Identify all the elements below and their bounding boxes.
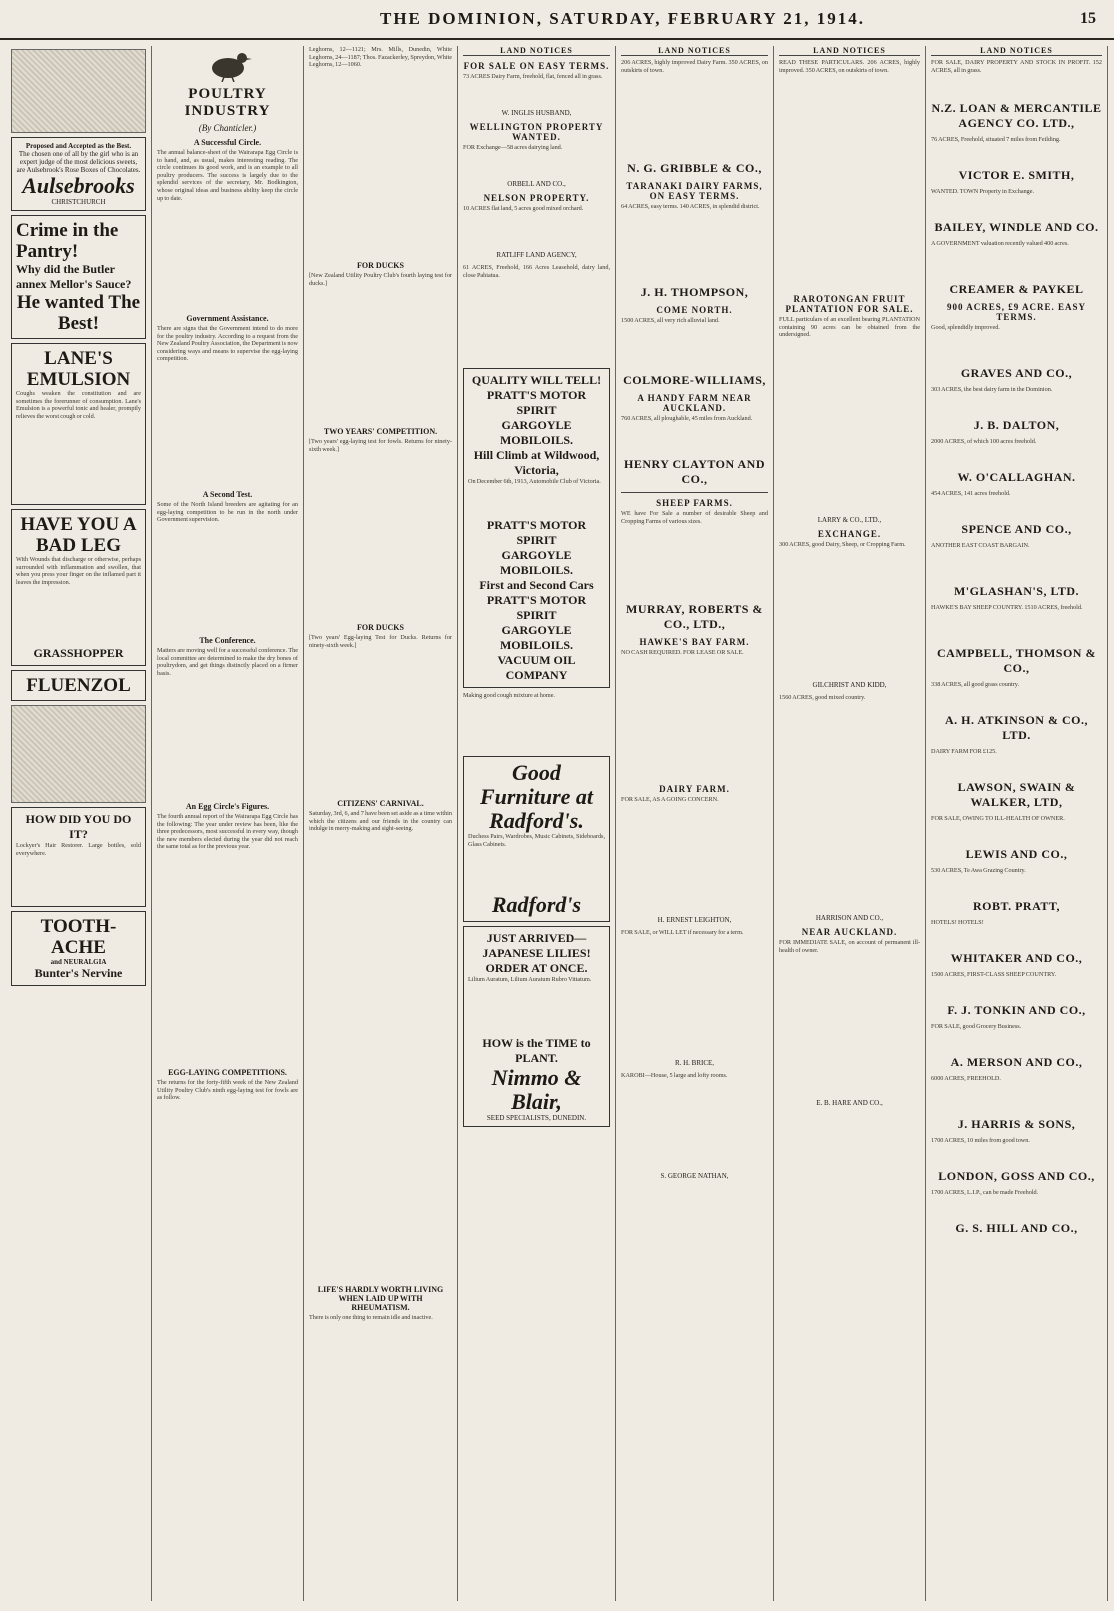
notice-heading: 900 ACRES, £9 ACRE. EASY TERMS. xyxy=(946,302,1087,322)
radfords-ad: Good Furniture at Radford's. Duchess Pairs, Wardrobes, Music Cabinets, Sideboards, Glass Cabinets. Radford's xyxy=(463,756,610,922)
ad-subhead: and NEURALGIA xyxy=(50,958,107,966)
ad-brand: Bunter's Nervine xyxy=(34,966,123,980)
couple-illustration xyxy=(11,49,146,133)
firm-name: WHITAKER AND CO., xyxy=(950,951,1083,965)
ad-headline: Good Furniture at Radford's. xyxy=(479,760,594,833)
ad-event: Hill Climb at Wildwood, Victoria, xyxy=(473,448,600,477)
firm-name: CAMPBELL, THOMSON & CO., xyxy=(937,646,1096,675)
ad-answer: He wanted The Best! xyxy=(16,292,141,334)
notice-heading: FOR SALE ON EASY TERMS. xyxy=(463,61,610,71)
column-land-notices-4: LAND NOTICES FOR SALE, DAIRY PROPERTY AND STOCK IN PROFIT. 152 ACRES, all in grass. N.Z. LOAN & MERCANTILE AGENCY CO. LTD., 76 ACRES, Freehold, situated 7 miles from Feilding. VICTOR E. SMITH, WANTED. TOWN Property in Exchange. BAILEY, WINDLE AND CO. A GOVERNMENT valuation recently valued 400 acres. CREAMER & PAYKEL 900 ACRES, £9 ACRE. EASY TERMS. Good, splendidly improved. GRAVES AND CO., 303 ACRES, the best dairy farm in the Dominion. J. B. DALTON, 2000 ACRES, of which 100 acres freehold. W. O'CALLAGHAN. 454 ACRES, 141 acres freehold. SPENCE AND CO., ANOTHER EAST COAST BARGAIN. M'GLASHAN'S, LTD. HAWKE'S BAY SHEEP COUNTRY. 1510 ACRES, freehold. CAMPBELL, THOMSON & CO., 338 ACRES, all good grass country. A. H. ATKINSON & CO., LTD. DAIRY FARM FOR £125. LAWSON, SWAIN & WALKER, LTD, FOR SALE, OWING TO ILL-HEALTH OF OWNER. LEWIS AND CO., 530 ACRES, Te Awa Grazing Country. ROBT. PRATT, HOTELS! HOTELS! WHITAKER AND CO., 1500 ACRES, FIRST-CLASS SHEEP COUNTRY. F. J. TONKIN AND CO., FOR SALE, good Grocery Business. A. MERSON AND CO., 6000 ACRES, FREEHOLD. J. HARRIS & SONS, 1700 ACRES, 10 miles from good town. LONDON, GOSS AND CO., 1700 ACRES, L.I.P., can be made Freehold. G. S. HILL AND CO., xyxy=(926,46,1108,1601)
subhead: A Successful Circle. xyxy=(193,138,262,147)
nimmo-blair-ad: JUST ARRIVED— JAPANESE LILIES! ORDER AT ONCE. Lilium Auratum, Lilium Auratum Rubro Vittatum. HOW is the TIME to PLANT. Nimmo & Blair, SEED SPECIALISTS, DUNEDIN. xyxy=(463,926,610,1127)
subhead: An Egg Circle's Figures. xyxy=(185,802,270,811)
notice-heading: DAIRY FARM. xyxy=(659,784,730,794)
notice-heading: HAWKE'S BAY FARM. xyxy=(639,637,750,647)
hen-icon xyxy=(198,46,258,82)
firm-name: GRAVES AND CO., xyxy=(960,366,1073,380)
subhead: A Second Test. xyxy=(202,490,253,499)
ad-brand: FLUENZOL xyxy=(26,675,131,696)
ad-product: PRATT'S MOTOR SPIRIT xyxy=(486,388,587,417)
nervine-ad xyxy=(11,911,146,986)
notice-heading: A HANDY FARM NEAR AUCKLAND. xyxy=(637,393,752,413)
firm-name: S. GEORGE NATHAN, xyxy=(660,1172,729,1180)
ad-headline: JUST ARRIVED— JAPANESE LILIES! xyxy=(482,931,591,960)
notice-heading: RAROTONGAN FRUIT PLANTATION FOR SALE. xyxy=(785,294,914,314)
ad-product: GARGOYLE MOBILOILS. xyxy=(499,548,574,577)
firm-name: W. INGLIS HUSBAND, xyxy=(501,109,572,117)
ad-brand: Radford's xyxy=(491,892,582,917)
ad-headline: QUALITY WILL TELL! xyxy=(471,373,602,387)
fluenzol-ad xyxy=(11,670,146,701)
column-header: LAND NOTICES xyxy=(931,46,1102,56)
firm-name: HENRY CLAYTON AND CO., xyxy=(624,457,765,486)
ad-product: GARGOYLE MOBILOILS. xyxy=(499,623,574,652)
subhead: Government Assistance. xyxy=(186,314,269,323)
ad-subhead: ORDER AT ONCE. xyxy=(485,961,588,975)
ad-question: Why did the Butler annex Mellor's Sauce? xyxy=(16,262,132,291)
page-number: 15 xyxy=(1080,10,1096,27)
lanes-emulsion-ad: LANE'S EMULSION Coughs weaken the constitution and are sometimes the forerunner of consumption. Lane's Emulsion is a powerful tonic and healer, promptly relieves the worst cough or cold. xyxy=(11,343,146,505)
column-poultry-industry: POULTRY INDUSTRY (By Chanticler.) A Successful Circle. The annual balance-sheet of the Wairarapa Egg Circle is to hand, and, as usual, makes interesting reading. The circle continues its good work, and is an example to all poultry producers. The success is largely due to the splendid services of the secretary, Mr. Bodkington, whose original ideas and business ability keep the circle up to date. Government Assistance. There are signs that the Government intend to do more for the poultry industry. According to a request from the New Zealand Poultry Association, the Department is now considering ways and means to supervise the egg-laying competition. A Second Test. Some of the North Island breeders are agitating for an egg-laying competition to be run in the north under Government supervision. The Conference. Matters are moving well for a successful conference. The local committee are determined to make the dry bones of poultrydom, and get things distinctly placed on a firmer basis. An Egg Circle's Figures. The fourth annual report of the Wairarapa Egg Circle has the following: The year under review has been, like the three predecessors, most successful in every way, though the new members elected during the year did not reach the same total as for the previous year. EGG-LAYING COMPETITIONS. The returns for the forty-fifth week of the New Zealand Utility Poultry Club's ninth egg-laying test for fowls are as follow. xyxy=(152,46,304,1601)
firm-name: W. O'CALLAGHAN. xyxy=(957,470,1076,484)
ad-headline: Crime in the Pantry! xyxy=(16,220,119,262)
section-title: POULTRY INDUSTRY xyxy=(184,86,271,119)
notice-heading: NEAR AUCKLAND. xyxy=(801,927,898,937)
ad-product: PRATT'S MOTOR SPIRIT xyxy=(486,593,587,622)
firm-name: ORBELL AND CO., xyxy=(507,180,566,188)
firm-name: CREAMER & PAYKEL xyxy=(949,282,1084,296)
firm-name: A. H. ATKINSON & CO., LTD. xyxy=(945,713,1088,742)
ad-headline: LANE'S EMULSION xyxy=(26,348,131,390)
firm-name: J. B. DALTON, xyxy=(973,418,1060,432)
firm-name: SPENCE AND CO., xyxy=(961,522,1072,536)
ad-headline: TOOTH-ACHE xyxy=(40,916,117,958)
ad-event: First and Second Cars xyxy=(479,578,594,592)
firm-name: R. H. BRICE, xyxy=(674,1059,715,1067)
subhead: The Conference. xyxy=(199,636,256,645)
column-land-notices-1: LAND NOTICES FOR SALE ON EASY TERMS. 73 ACRES Dairy Farm, freehold, flat, fenced all in grass. W. INGLIS HUSBAND, WELLINGTON PROPERTY WANTED. FOR Exchange—58 acres dairying land. ORBELL AND CO., NELSON PROPERTY. 10 ACRES flat land, 5 acres good mixed orchard. RATLIFF LAND AGENCY, 61 ACRES, Freehold, 166 Acres Leasehold, dairy land, close Pahiatua. QUALITY WILL TELL! PRATT'S MOTOR SPIRIT GARGOYLE MOBILOILS. Hill Climb at Wildwood, Victoria, On December 6th, 1913, Automobile Club of Victoria. PRATT'S MOTOR SPIRIT GARGOYLE MOBILOILS. First and Second Cars PRATT'S MOTOR SPIRIT GARGOYLE MOBILOILS. VACUUM OIL COMPANY Making good cough mixture at home. Good Furniture at Radford's. Duchess Pairs, Wardrobes, Music Cabinets, Sideboards, Glass Cabinets. Radford's JUST ARRIVED— JAPANESE LILIES! ORDER AT ONCE. Lilium Auratum, Lilium Auratum Rubro Vittatum. HOW is the TIME to PLANT. Nimmo & Blair, SEED SPECIALISTS, DUNEDIN. xyxy=(458,46,616,1601)
aulsebrook-ad xyxy=(11,137,146,211)
ad-body: The chosen one of all by the girl who is an expert judge of the most delicious sweets, are Aulsebrook's Rose Boxes of Chocolates. xyxy=(16,150,141,174)
column-header: LAND NOTICES xyxy=(621,46,768,56)
firm-name: N.Z. LOAN & MERCANTILE AGENCY CO. LTD., xyxy=(931,101,1102,130)
ad-brand: GRASSHOPPER xyxy=(33,646,124,660)
ad-company: VACUUM OIL COMPANY xyxy=(497,653,576,682)
firm-name: E. B. HARE AND CO., xyxy=(816,1099,883,1107)
firm-name: M'GLASHAN'S, LTD. xyxy=(953,584,1080,598)
byline: (By Chanticler.) xyxy=(198,123,257,133)
subhead: CITIZENS' CARNIVAL. xyxy=(337,799,424,808)
paper-title: THE DOMINION, SATURDAY, FEBRUARY 21, 1914. xyxy=(380,9,865,28)
subhead: EGG-LAYING COMPETITIONS. xyxy=(168,1068,287,1077)
ad-product: GARGOYLE MOBILOILS. xyxy=(499,418,574,447)
notice-heading: SHEEP FARMS. xyxy=(656,498,733,508)
firm-name: H. ERNEST LEIGHTON, xyxy=(657,916,732,924)
firm-name: LONDON, GOSS AND CO., xyxy=(938,1169,1095,1183)
ad-brand: Aulsebrooks xyxy=(22,173,135,198)
ad-subhead: HOW is the TIME to PLANT. xyxy=(482,1036,591,1065)
subhead: TWO YEARS' COMPETITION. xyxy=(323,427,438,436)
ad-headline: HOW DID YOU DO IT? xyxy=(25,812,132,841)
column-land-notices-3: LAND NOTICES READ THESE PARTICULARS. 206 ACRES, highly improved. 350 ACRES, on outskirts of town. RAROTONGAN FRUIT PLANTATION FOR SALE. FULL particulars of an excellent bearing PLANTATION containing 90 acres can be obtained from the undersigned. LARRY & CO., LTD., EXCHANGE. 300 ACRES, good Dairy, Sheep, or Cropping Farm. GILCHRIST AND KIDD, 1560 ACRES, good mixed country. HARRISON AND CO., NEAR AUCKLAND. FOR IMMEDIATE SALE, on account of permanent ill-health of owner. E. B. HARE AND CO., xyxy=(774,46,926,1601)
subhead: FOR DUCKS xyxy=(357,623,404,632)
grasshopper-ad: HAVE YOU A BAD LEG With Wounds that discharge or otherwise, perhaps surrounded with inflammation and swollen, that when you press your finger on the inflamed part it leaves the impression. GRASSHOPPER xyxy=(11,509,146,666)
ad-product: PRATT'S MOTOR SPIRIT xyxy=(486,518,587,547)
ointment-illustration xyxy=(11,705,146,803)
firm-name: VICTOR E. SMITH, xyxy=(958,168,1075,182)
ad-brand: Nimmo & Blair, xyxy=(491,1065,582,1114)
firm-name: J. H. THOMPSON, xyxy=(640,285,749,299)
firm-name: HARRISON AND CO., xyxy=(815,914,884,922)
notice-heading: TARANAKI DAIRY FARMS, ON EASY TERMS. xyxy=(626,181,763,201)
column-advertisements xyxy=(6,46,152,1601)
notice-heading: COME NORTH. xyxy=(656,305,733,315)
subhead: LIFE'S HARDLY WORTH LIVING WHEN LAID UP WITH RHEUMATISM. xyxy=(317,1285,444,1312)
column-header: LAND NOTICES xyxy=(779,46,920,56)
firm-name: LEWIS AND CO., xyxy=(965,847,1068,861)
firm-name: J. HARRIS & SONS, xyxy=(957,1117,1076,1131)
column-land-notices-2: LAND NOTICES 206 ACRES, highly improved Dairy Farm. 350 ACRES, on outskirts of town. N. G. GRIBBLE & CO., TARANAKI DAIRY FARMS, ON EASY TERMS. 64 ACRES, easy terms. 140 ACRES, in splendid district. J. H. THOMPSON, COME NORTH. 1500 ACRES, all very rich alluvial land. COLMORE-WILLIAMS, A HANDY FARM NEAR AUCKLAND. 760 ACRES, all ploughable, 45 miles from Auckland. HENRY CLAYTON AND CO., SHEEP FARMS. WE have For Sale a number of desirable Sheep and Cropping Farms of various sizes. MURRAY, ROBERTS & CO., LTD., HAWKE'S BAY FARM. NO CASH REQUIRED. FOR LEASE OR SALE. DAIRY FARM. FOR SALE, AS A GOING CONCERN. H. ERNEST LEIGHTON, FOR SALE, or WILL LET if necessary for a term. R. H. BRICE, KAROBI—House, 5 large and lofty rooms. S. GEORGE NATHAN, xyxy=(616,46,774,1601)
firm-name: GILCHRIST AND KIDD, xyxy=(812,681,887,689)
vacuum-oil-ad: QUALITY WILL TELL! PRATT'S MOTOR SPIRIT GARGOYLE MOBILOILS. Hill Climb at Wildwood, Victoria, On December 6th, 1913, Automobile Club of Victoria. PRATT'S MOTOR SPIRIT GARGOYLE MOBILOILS. First and Second Cars PRATT'S MOTOR SPIRIT GARGOYLE MOBILOILS. VACUUM OIL COMPANY xyxy=(463,368,610,688)
ad-caption: Proposed and Accepted as the Best. xyxy=(25,142,132,150)
ad-place: CHRISTCHURCH xyxy=(51,198,106,206)
firm-name: LAWSON, SWAIN & WALKER, LTD, xyxy=(957,780,1076,809)
firm-name: A. MERSON AND CO., xyxy=(950,1055,1083,1069)
column-header: LAND NOTICES xyxy=(463,46,610,56)
notice-heading: EXCHANGE. xyxy=(817,529,882,539)
firm-name: F. J. TONKIN AND CO., xyxy=(947,1003,1086,1017)
firm-name: ROBT. PRATT, xyxy=(972,899,1060,913)
ad-place: SEED SPECIALISTS, DUNEDIN. xyxy=(486,1114,587,1122)
notice-heading: WELLINGTON PROPERTY WANTED. xyxy=(469,122,604,142)
mellors-sauce-ad xyxy=(11,215,146,339)
notice-heading: NELSON PROPERTY. xyxy=(483,193,590,203)
hair-restorer-ad: HOW DID YOU DO IT? Lockyer's Hair Restorer. Large bottles, sold everywhere. xyxy=(11,807,146,907)
column-poultry-continued: Leghorns, 12—1121; Mrs. Mills, Dunedin, White Leghorns, 24—1187; Thos. Fazackerley, Spreydon, White Leghorns, 12—1060. FOR DUCKS [New Zealand Utility Poultry Club's fourth laying test for ducks.] TWO YEARS' COMPETITION. [Two years' egg-laying test for fowls. Returns for ninety-sixth week.] FOR DUCKS [Two years' Egg-laying Test for Ducks. Returns for ninety-sixth week.] CITIZENS' CARNIVAL. Saturday, 3rd, 6, and 7 have been set aside as a time within which the citizens and our friends in the country can indulge in merry-making and sight-seeing. LIFE'S HARDLY WORTH LIVING WHEN LAID UP WITH RHEUMATISM. There is only one thing to remain idle and inactive. xyxy=(304,46,458,1601)
ad-headline: HAVE YOU A BAD LEG xyxy=(20,514,137,556)
firm-name: RATLIFF LAND AGENCY, xyxy=(496,251,577,259)
firm-name: COLMORE-WILLIAMS, xyxy=(623,373,766,387)
firm-name: G. S. HILL AND CO., xyxy=(955,1221,1078,1235)
masthead xyxy=(0,0,1114,40)
firm-name: LARRY & CO., LTD., xyxy=(817,516,882,524)
subhead: FOR DUCKS xyxy=(357,261,404,270)
firm-name: N. G. GRIBBLE & CO., xyxy=(627,161,762,175)
firm-name: BAILEY, WINDLE AND CO. xyxy=(934,220,1099,234)
firm-name: MURRAY, ROBERTS & CO., LTD., xyxy=(626,602,763,631)
